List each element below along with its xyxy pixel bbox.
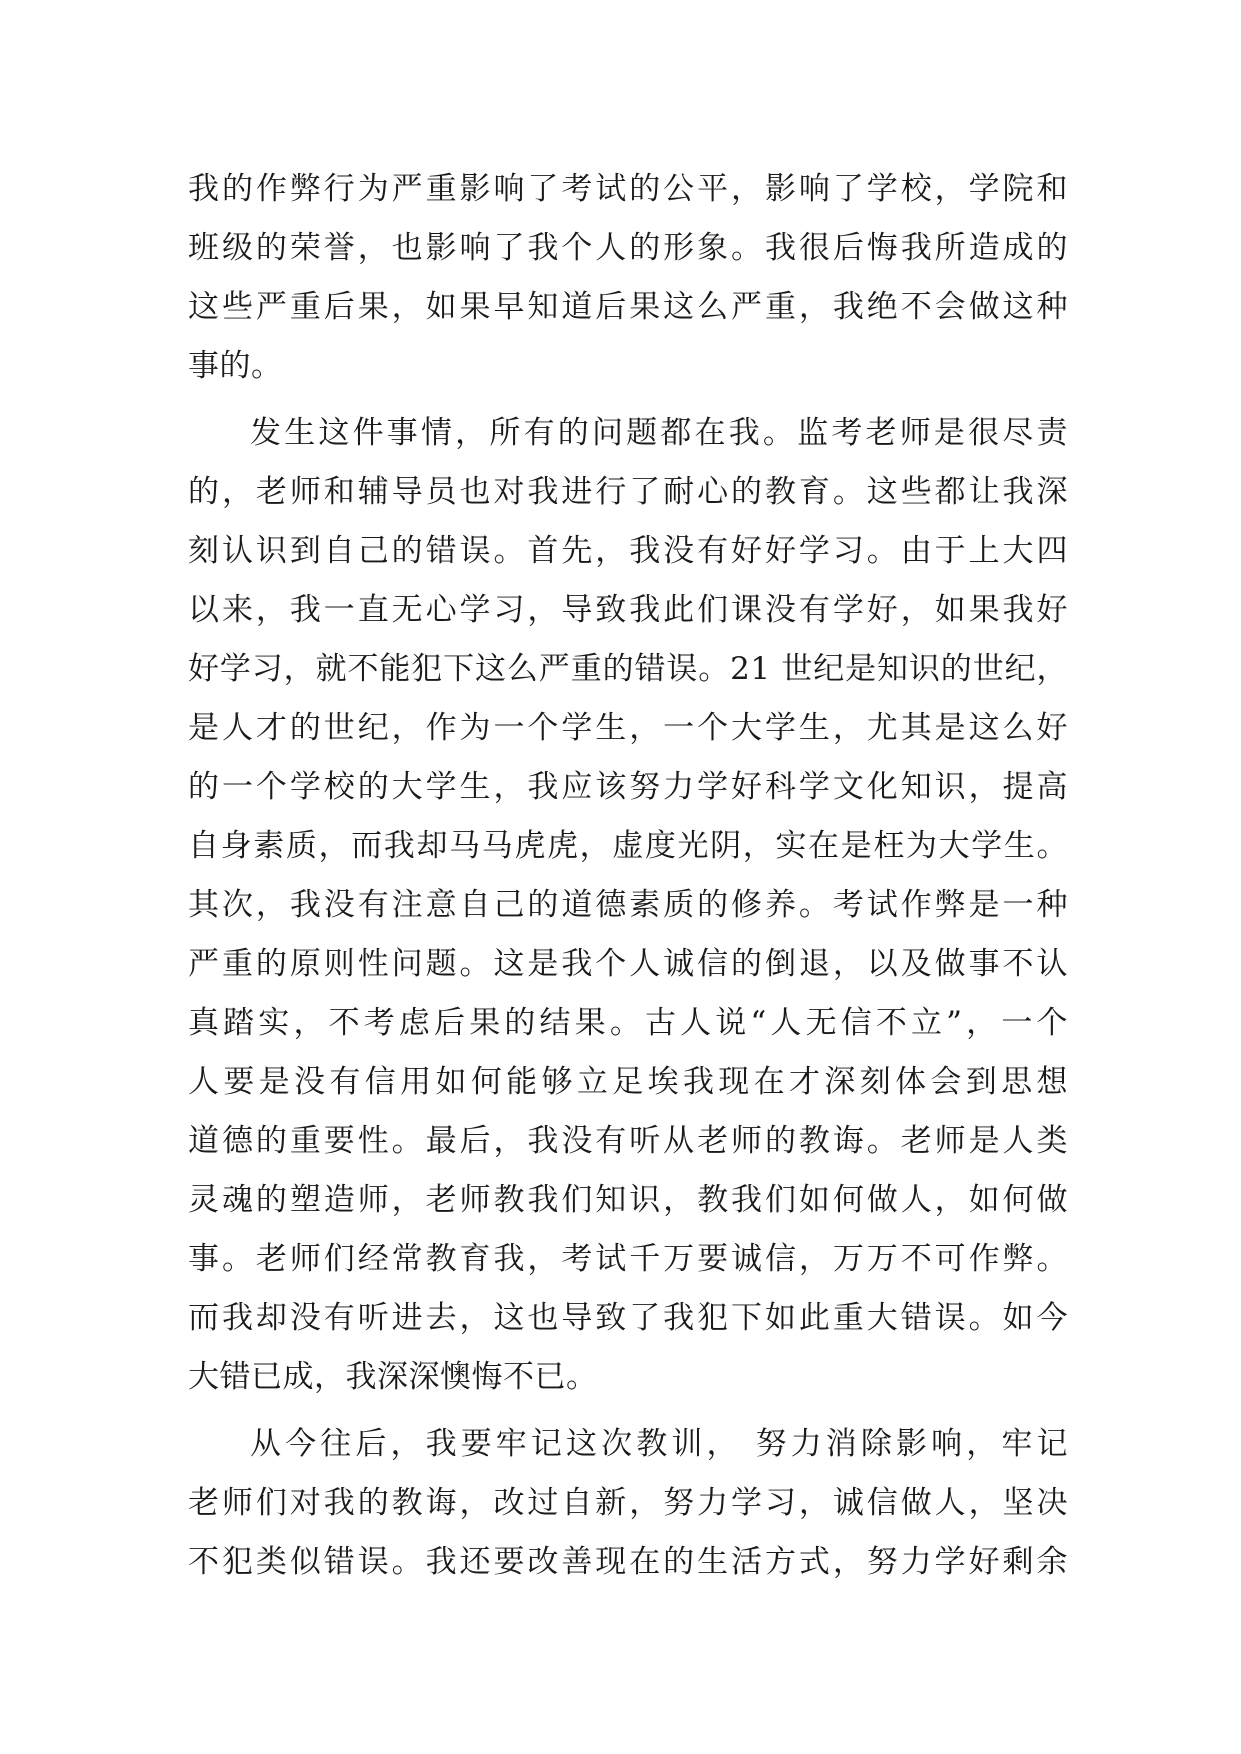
text-line: 这些严重后果，如果早知道后果这么严重，我绝不会做这种 xyxy=(188,289,1068,325)
paragraph xyxy=(188,160,1068,396)
text-line: 而我却没有听进去，这也导致了我犯下如此重大错误。如今 xyxy=(188,1300,1068,1336)
paragraph xyxy=(188,1415,1068,1592)
text-line: 发生这件事情，所有的问题都在我。监考老师是很尽责 xyxy=(250,415,1068,451)
document-body xyxy=(188,160,1068,1592)
paragraph-spacer xyxy=(188,396,1068,404)
text-line: 从今往后，我要牢记这次教训， 努力消除影响，牢记 xyxy=(250,1426,1068,1462)
text-line: 事。老师们经常教育我，考试千万要诚信，万万不可作弊。 xyxy=(188,1241,1068,1277)
text-line: 刻认识到自己的错误。首先，我没有好好学习。由于上大四 xyxy=(188,533,1068,569)
text-line: 道德的重要性。最后，我没有听从老师的教诲。老师是人类 xyxy=(188,1123,1068,1159)
text-line: 不犯类似错误。我还要改善现在的生活方式，努力学好剩余 xyxy=(188,1544,1068,1580)
text-line: 是人才的世纪，作为一个学生，一个大学生，尤其是这么好 xyxy=(188,710,1068,746)
text-line: 事的。 xyxy=(188,348,283,384)
text-line: 大错已成，我深深懊悔不已。 xyxy=(188,1359,598,1395)
text-line: 真踏实，不考虑后果的结果。古人说“人无信不立”，一个 xyxy=(188,1005,1068,1041)
paragraph-spacer xyxy=(188,1407,1068,1415)
text-line: 其次，我没有注意自己的道德素质的修养。考试作弊是一种 xyxy=(188,887,1068,923)
text-line: 的，老师和辅导员也对我进行了耐心的教育。这些都让我深 xyxy=(188,474,1068,510)
text-line: 灵魂的塑造师，老师教我们知识，教我们如何做人，如何做 xyxy=(188,1182,1068,1218)
text-line: 自身素质，而我却马马虎虎，虚度光阴，实在是枉为大学生。 xyxy=(188,828,1068,864)
text-line: 班级的荣誉，也影响了我个人的形象。我很后悔我所造成的 xyxy=(188,230,1068,266)
text-line: 以来，我一直无心学习，导致我此们课没有学好，如果我好 xyxy=(188,592,1068,628)
text-line: 严重的原则性问题。这是我个人诚信的倒退，以及做事不认 xyxy=(188,946,1068,982)
text-line: 老师们对我的教诲，改过自新，努力学习，诚信做人，坚决 xyxy=(188,1485,1068,1521)
text-line: 的一个学校的大学生，我应该努力学好科学文化知识，提高 xyxy=(188,769,1068,805)
text-line: 人要是没有信用如何能够立足埃我现在才深刻体会到思想 xyxy=(188,1064,1068,1100)
text-line: 好学习，就不能犯下这么严重的错误。21 世纪是知识的世纪， xyxy=(188,651,1068,687)
text-line: 我的作弊行为严重影响了考试的公平，影响了学校，学院和 xyxy=(188,171,1068,207)
paragraph xyxy=(188,404,1068,1407)
